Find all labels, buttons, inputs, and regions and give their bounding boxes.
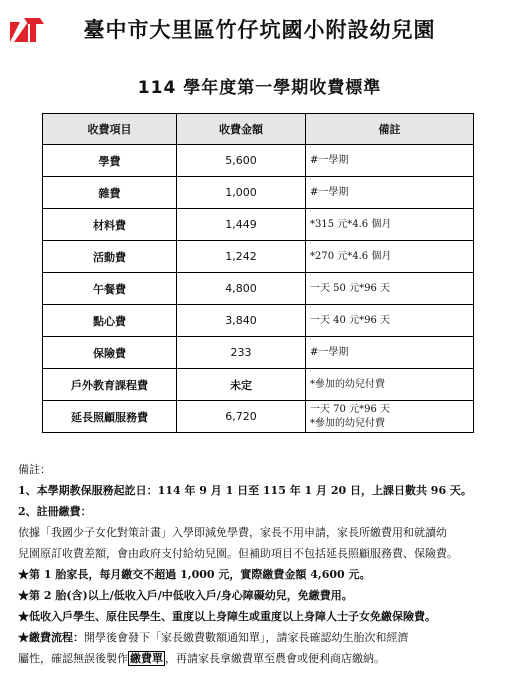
table-row [43,273,474,305]
table-header-row [43,114,474,145]
payment-process-text: 開學後會發下「家長繳費數額通知單」，請家長確認幼生胎次和經濟 [84,631,409,644]
fee-note [306,177,474,209]
fee-note [306,273,474,305]
fee-item: 午餐費 [43,273,177,305]
fee-item: 材料費 [43,209,177,241]
fee-note [306,209,474,241]
table-row [43,145,474,177]
fee-amount: 4,800 [177,273,306,305]
fee-amount: 1,000 [177,177,306,209]
fee-note-line: #一學期 [310,154,349,166]
remarks-section [18,459,513,669]
fee-amount: 3,840 [177,305,306,337]
fee-item: 雜費 [43,177,177,209]
fee-note [306,241,474,273]
fee-item: 保險費 [43,337,177,369]
fee-amount: 1,242 [177,241,306,273]
table-row [43,305,474,337]
fee-note-line: 一天 70 元*96 天 [310,403,390,415]
remarks-payment-process-cont [18,648,513,669]
fee-note-line: *270 元*4.6 個月 [310,250,392,262]
table-row [43,401,474,433]
fee-amount: 6,720 [177,401,306,433]
remarks-policy-line: 兒園原訂收費差額，會由政府支付給幼兒園。但補助項目不包括延長照顧服務費、保險費。 [18,547,458,560]
table-row [43,177,474,209]
remarks-second-child: ★第 2 胎(含)以上/低收入戶/中低收入戶/身心障礙幼兒，免繳費用。 [18,589,353,602]
payment-slip-label: 繳費單 [130,652,163,665]
remarks-policy-line: 依據「我國少子女化對策計畫」入學即減免學費，家長不用申請，家長所繳費用和就讀幼 [18,526,447,539]
fee-note [306,337,474,369]
fee-item: 活動費 [43,241,177,273]
payment-process-text: 屬性，確認無誤後製作 [18,652,128,665]
fee-note [306,369,474,401]
fee-note-line: *參加的幼兒付費 [310,378,385,390]
remarks-payment-process [18,627,513,648]
fee-amount: 233 [177,337,306,369]
payment-process-text: ，再請家長拿繳費單至農會或便利商店繳納。 [165,652,385,665]
fee-note-line: 一天 50 元*96 天 [310,282,390,294]
fee-note-line: #一學期 [310,186,349,198]
fee-item: 延長照顧服務費 [43,401,177,433]
fee-item: 戶外教育課程費 [43,369,177,401]
remarks-payment-heading: 2、註冊繳費： [18,505,92,518]
fee-note [306,145,474,177]
fee-amount: 未定 [177,369,306,401]
payment-process-label: ★繳費流程： [18,631,84,644]
column-header-item: 收費項目 [43,114,177,145]
page-subtitle: 114 學年度第一學期收費標準 [137,78,382,98]
fee-item: 點心費 [43,305,177,337]
table-row [43,241,474,273]
remarks-insurance-exempt: ★低收入戶學生、原住民學生、重度以上身障生或重度以上身障人士子女免繳保險費。 [18,610,436,623]
fee-note [306,401,474,433]
remarks-heading: 備註： [18,463,51,476]
fee-note-line: *參加的幼兒付費 [310,417,385,429]
fee-note-line: #一學期 [310,346,349,358]
fee-item: 學費 [43,145,177,177]
table-row [43,209,474,241]
page-title: 臺中市大里區竹仔坑國小附設幼兒園 [83,18,436,42]
fee-note-line: *315 元*4.6 個月 [310,218,392,230]
column-header-amount: 收費金額 [177,114,306,145]
fee-amount: 5,600 [177,145,306,177]
fee-note [306,305,474,337]
remarks-first-child: ★第 1 胎家長，每月繳交不超過 1,000 元，實際繳費金額 4,600 元。 [18,568,371,581]
fee-table [42,113,474,433]
fee-amount: 1,449 [177,209,306,241]
table-row [43,369,474,401]
table-row [43,337,474,369]
column-header-notes: 備註 [306,114,474,145]
remarks-service-dates: 1、本學期教保服務起訖日：114 年 9 月 1 日至 115 年 1 月 20 日，上課日數共 96 天。 [18,484,472,497]
fee-note-line: 一天 40 元*96 天 [310,314,390,326]
